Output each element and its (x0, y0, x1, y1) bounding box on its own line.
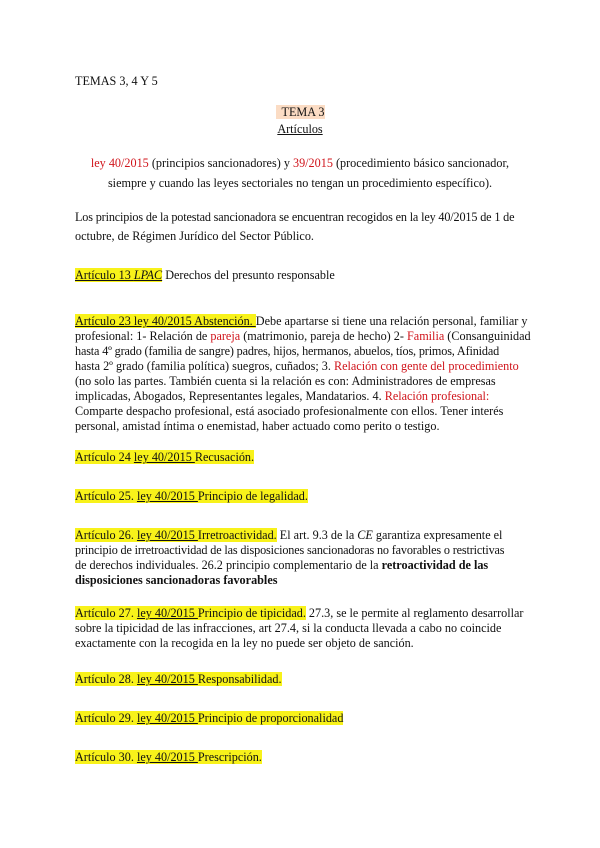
intro-line-1: ley 40/2015 (principios sancionadores) y 39/2015 (procedimiento básico sancionador, (90, 156, 510, 170)
principios-line-2: octubre, de Régimen Jurídico del Sector Público. (75, 229, 314, 243)
art28-heading: Artículo 28. ley 40/2015 Responsabilidad. (75, 672, 282, 686)
art24-heading: Artículo 24 ley 40/2015 Recusación. (75, 450, 255, 464)
art25-heading: Artículo 25. ley 40/2015 Principio de legalidad. (75, 489, 308, 503)
tema-subtitle: Artículos (277, 122, 323, 136)
tema-title: TEMA 3 (0, 105, 600, 120)
art26-heading: Artículo 26. ley 40/2015 Irretroactividad. (75, 528, 277, 542)
law-ref: 39/2015 (292, 156, 333, 170)
law-ref: ley 40/2015 (90, 156, 149, 170)
intro-line-2: siempre y cuando las leyes sectoriales no tengan un procedimiento específico). (107, 176, 493, 190)
principios-line-1: Los principios de la potestad sancionadora se encuentran recogidos en la ley 40/2015 de 1 de (75, 210, 515, 224)
art23-heading: Artículo 23 ley 40/2015 Abstención. (75, 314, 256, 328)
document-title: TEMAS 3, 4 Y 5 (75, 74, 158, 88)
art30-heading: Artículo 30. ley 40/2015 Prescripción. (75, 750, 262, 764)
art13-heading: Artículo 13 LPAC Derechos del presunto responsable (75, 268, 335, 282)
art29-heading: Artículo 29. ley 40/2015 Principio de proporcionalidad (75, 711, 344, 725)
art27-heading: Artículo 27. ley 40/2015 Principio de tipicidad. (75, 606, 306, 620)
document-page: TEMAS 3, 4 Y 5 TEMA 3 Artículos ley 40/2015 (principios sancionadores) y 39/2015 (procedimiento básico sancionador, siempre y cuando las leyes sectoriales no tengan un procedimiento específico). Los principios de la potestad sancionadora se encuentran recogidos en la ley 40/2015 de 1 de octubre, de Régimen Jurídico del Sector Público. Artículo 13 LPAC Derechos del presunto responsable Artículo 23 ley 40/2015 Abstención. Debe apartarse si tiene una relación personal, familiar y profesional: 1- Relación de pareja (matrimonio, pareja de hecho) 2- Familia (Consanguinidad hasta 4º grado (familia de sangre) padres, hijos, hermanos, abuelos, tíos, primos, Afinidad hasta 2º grado (familia política) suegros, cuñados; 3. Relación con gente del procedimiento (no solo las partes. También cuenta si la relación es con: Administradores de empresas implicadas, Abogados, Representantes legales, Mandatarios. 4. Relación profesional: Comparte despacho profesional, está asociado profesionalmente con ellos. Tener interés personal, amistad íntima o enemistad, haber actuado como perito o testigo. Artículo 24 ley 40/2015 Recusación. Artículo 25. ley 40/2015 Principio de legalidad. Artículo 26. ley 40/2015 Irretroactividad. El art. 9.3 de la CE garantiza expresamente el principio de irretroactividad de las disposiciones sancionadoras no favorables o restrictivas de derechos individuales. 26.2 principio complementario de la retroactividad de las disposiciones sancionadoras favorables Artículo 27. ley 40/2015 Principio de tipicidad. 27.3, se le permite al reglamento desarrollar sobre la tipicidad de las infracciones, art 27.4, si la conducta llevada a cabo no coincide exactamente con la recogida en la ley no puede ser objeto de sanción. Artículo 28. ley 40/2015 Responsabilidad. Artículo 29. ley 40/2015 Principio de proporcionalidad Artículo 30. ley 40/2015 Prescripción. (0, 0, 600, 848)
